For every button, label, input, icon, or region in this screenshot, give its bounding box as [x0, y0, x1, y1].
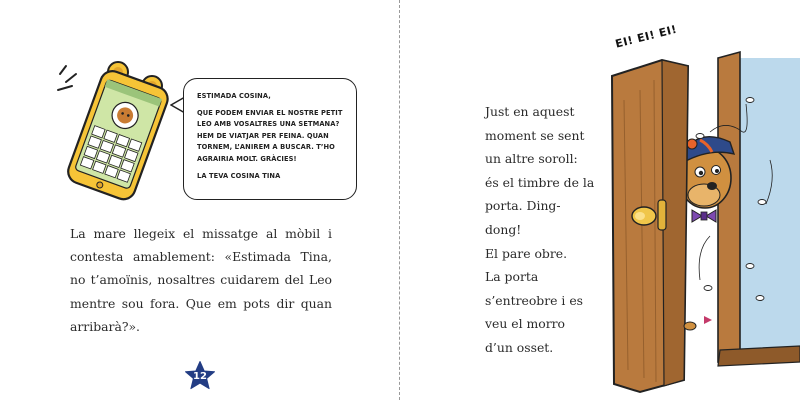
phone-illustration: [38, 52, 188, 202]
message-line-4: TORNEM, L’ANIREM A BUSCAR. T’HO: [197, 142, 335, 152]
message-line-5: AGRAIRIA MOLT. GRÀCIES!: [197, 153, 297, 163]
right-paragraph-2: El pare obre.: [485, 245, 568, 261]
sound-effect-text: EI! EI! EI!: [614, 22, 679, 51]
right-paragraph-3: La porta s’entreobre i es veu el morro d’un osset.: [485, 269, 584, 355]
message-greeting: ESTIMADA COSINA,: [197, 91, 271, 100]
left-page-text: La mare llegeix el missatge al mòbil i contesta amablement: «Estimada Tina, no t’amoïnis, nosaltres cuidarem del Leo mentre sou fora. Que em pots dir quan arribarà?».: [70, 226, 332, 334]
right-paragraph-1: Just en aquest moment se sent un altre soroll: és el timbre de la porta. Ding-dong!: [485, 104, 595, 237]
message-signature: LA TEVA COSINA TINA: [197, 170, 281, 180]
message-line-2: LEO AMB VOSALTRES UNA SETMANA?: [197, 119, 340, 129]
speech-bubble: [183, 78, 357, 200]
page-number: 12: [193, 371, 207, 382]
right-page-text: [485, 100, 595, 360]
message-line-1: QUE PODEM ENVIAR EL NOSTRE PETIT: [197, 107, 343, 117]
message-line-3: HEM DE VIATJAR PER FEINA. QUAN: [197, 130, 329, 140]
door-bear-illustration: [600, 40, 800, 400]
